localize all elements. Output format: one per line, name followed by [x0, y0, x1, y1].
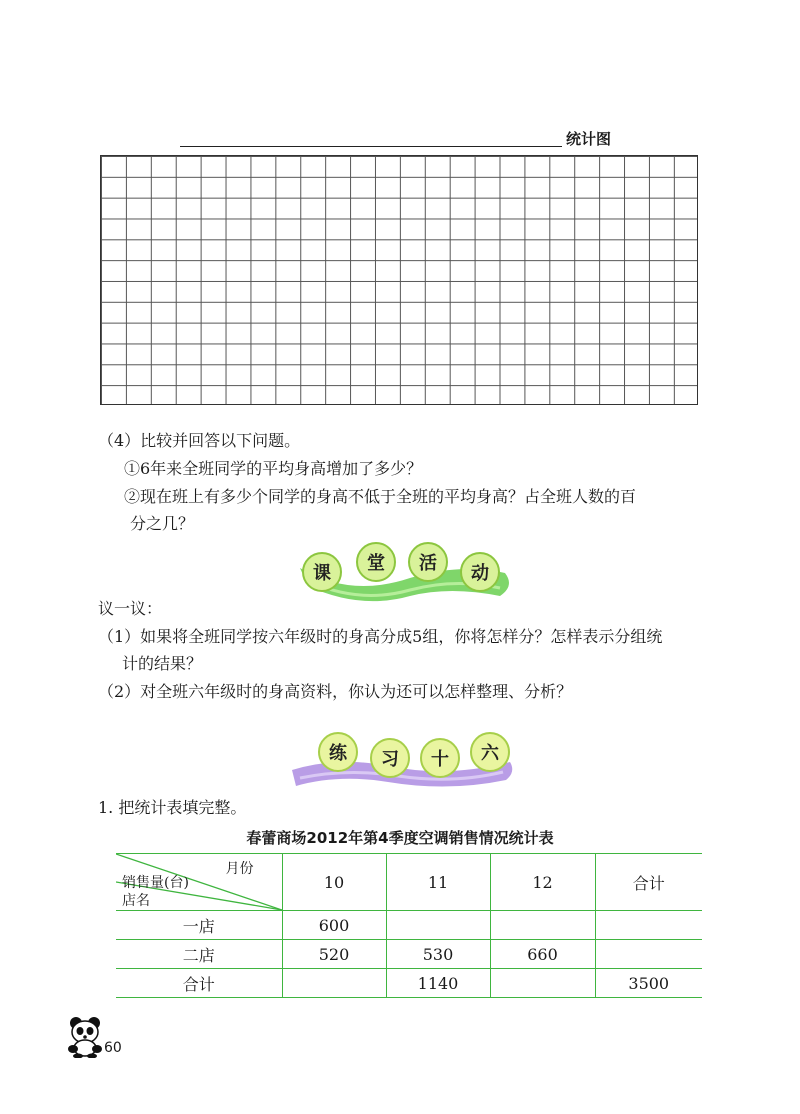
banner-char: 课	[302, 552, 342, 592]
column-header: 12	[490, 854, 595, 911]
row-label: 合计	[116, 969, 282, 998]
table-cell[interactable]	[490, 969, 595, 998]
column-header: 合计	[595, 854, 702, 911]
chart-title-suffix: 统计图	[566, 130, 612, 148]
table-cell: 660	[490, 940, 595, 969]
table-cell[interactable]	[595, 940, 702, 969]
banner-char: 活	[408, 542, 448, 582]
table-cell[interactable]	[490, 911, 595, 940]
discuss-title: 议一议：	[98, 599, 163, 618]
table-row	[116, 969, 702, 998]
question-4-2-line1: ②现在班上有多少个同学的身高不低于全班的平均身高？占全班人数的百	[124, 487, 637, 506]
question-4: （4）比较并回答以下问题。	[98, 431, 301, 450]
chart-title-blank[interactable]	[180, 146, 562, 147]
banner-classroom-activity	[290, 538, 530, 608]
table-cell: 600	[282, 911, 386, 940]
header-month-label: 月份	[225, 861, 254, 877]
question-4-1: ①6年来全班同学的平均身高增加了多少？	[124, 459, 423, 478]
banner-practice-sixteen	[288, 726, 528, 796]
table-corner-header	[116, 854, 282, 911]
banner-char: 堂	[356, 542, 396, 582]
row-label: 二店	[116, 940, 282, 969]
row-label: 一店	[116, 911, 282, 940]
table-cell[interactable]	[386, 911, 490, 940]
discuss-item-1-line2: 计的结果？	[122, 654, 203, 673]
sales-table	[116, 853, 702, 998]
table-cell[interactable]	[282, 969, 386, 998]
blank-chart-grid[interactable]	[100, 155, 698, 405]
column-header: 10	[282, 854, 386, 911]
exercise-1: 1. 把统计表填完整。	[98, 798, 247, 817]
table-cell: 520	[282, 940, 386, 969]
banner-char: 练	[318, 732, 358, 772]
panda-icon	[64, 1014, 104, 1058]
page-number: 60	[104, 1040, 122, 1056]
table-row	[116, 940, 702, 969]
banner-char: 动	[460, 552, 500, 592]
header-store-label: 店名	[122, 893, 150, 909]
discuss-item-1-line1: （1）如果将全班同学按六年级时的身高分成5组，你将怎样分？怎样表示分组统	[98, 627, 663, 646]
table-title: 春蕾商场2012年第4季度空调销售情况统计表	[246, 829, 554, 847]
banner-char: 十	[420, 738, 460, 778]
column-header: 11	[386, 854, 490, 911]
banner-char: 习	[370, 738, 410, 778]
question-4-2-line2: 分之几？	[130, 514, 195, 533]
banner-char: 六	[470, 732, 510, 772]
table-cell: 3500	[595, 969, 702, 998]
discuss-item-2: （2）对全班六年级时的身高资料，你认为还可以怎样整理、分析？	[98, 682, 573, 701]
table-row	[116, 911, 702, 940]
table-cell: 1140	[386, 969, 490, 998]
table-cell[interactable]	[595, 911, 702, 940]
table-cell: 530	[386, 940, 490, 969]
header-sales-label: 销售量(台)	[122, 875, 189, 891]
table-header-row	[116, 854, 702, 911]
